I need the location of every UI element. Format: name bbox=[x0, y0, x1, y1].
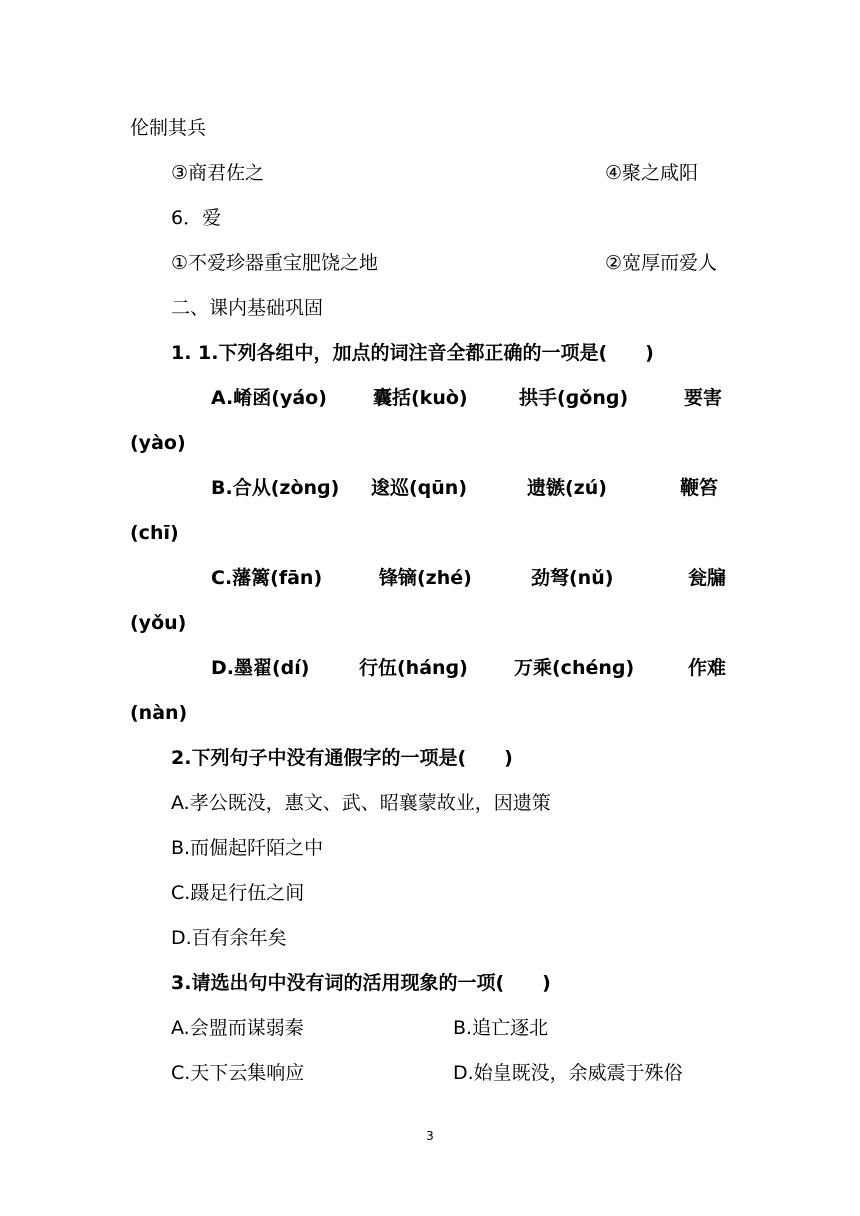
q1-option-d-item: (nàn) bbox=[130, 702, 188, 724]
q1-option-c-item: (yǒu) bbox=[130, 612, 187, 634]
q2-option-d: D.百有余年矣 bbox=[171, 927, 287, 949]
q1-option-d-item: 作难 bbox=[688, 657, 727, 679]
question-2-stem: 2.下列句子中没有通假字的一项是( ) bbox=[171, 747, 513, 769]
q2-option-a: A.孝公既没，惠文、武、昭襄蒙故业，因遗策 bbox=[171, 792, 551, 814]
q3-option-a: A.会盟而谋弱秦 bbox=[171, 1017, 304, 1039]
q1-option-b-item: 遗镞(zú) bbox=[527, 477, 607, 499]
q1-option-b-item: (chī) bbox=[130, 522, 179, 544]
q2-option-b: B.而倔起阡陌之中 bbox=[171, 837, 324, 859]
q1-option-c-item: C.藩篱(fān) bbox=[211, 567, 323, 589]
text-line: ③商君佐之 bbox=[171, 162, 265, 184]
q1-option-d-item: D.墨翟(dí) bbox=[211, 657, 310, 679]
q3-option-c: C.天下云集响应 bbox=[171, 1062, 305, 1084]
page-number: 3 bbox=[426, 1129, 434, 1143]
text-line: 6．爱 bbox=[171, 207, 222, 229]
q1-option-d-item: 行伍(hánɡ) bbox=[359, 657, 468, 679]
q1-option-b-item: 鞭笞 bbox=[680, 477, 719, 499]
q3-option-d: D.始皇既没，余威震于殊俗 bbox=[453, 1062, 683, 1084]
question-1-stem: 1. 1.下列各组中，加点的词注音全都正确的一项是( ) bbox=[171, 342, 654, 364]
text-line: ②宽厚而爱人 bbox=[605, 252, 718, 274]
q2-option-c: C.蹑足行伍之间 bbox=[171, 882, 305, 904]
q1-option-a-item: A.崤函(yáo) bbox=[211, 387, 327, 409]
q1-option-d-item: 万乘(chénɡ) bbox=[514, 657, 635, 679]
q1-option-b-item: B.合从(zònɡ) bbox=[211, 477, 340, 499]
q1-option-a-item: (yào) bbox=[130, 432, 186, 454]
q3-option-b: B.追亡逐北 bbox=[453, 1017, 549, 1039]
q1-option-c-item: 锋镝(zhé) bbox=[379, 567, 472, 589]
q1-option-c-item: 瓮牖 bbox=[688, 567, 727, 589]
text-line: ①不爱珍器重宝肥饶之地 bbox=[171, 252, 379, 274]
q1-option-a-item: 要害 bbox=[684, 387, 723, 409]
text-line: ④聚之咸阳 bbox=[605, 162, 699, 184]
q1-option-a-item: 拱手(ɡǒnɡ) bbox=[519, 387, 629, 409]
q1-option-b-item: 逡巡(qūn) bbox=[371, 477, 468, 499]
section-heading: 二、课内基础巩固 bbox=[171, 297, 324, 319]
text-line: 伦制其兵 bbox=[130, 117, 207, 139]
q1-option-a-item: 囊括(kuò) bbox=[373, 387, 468, 409]
question-3-stem: 3.请选出句中没有词的活用现象的一项( ) bbox=[171, 972, 551, 994]
q1-option-c-item: 劲弩(nǔ) bbox=[531, 567, 614, 589]
